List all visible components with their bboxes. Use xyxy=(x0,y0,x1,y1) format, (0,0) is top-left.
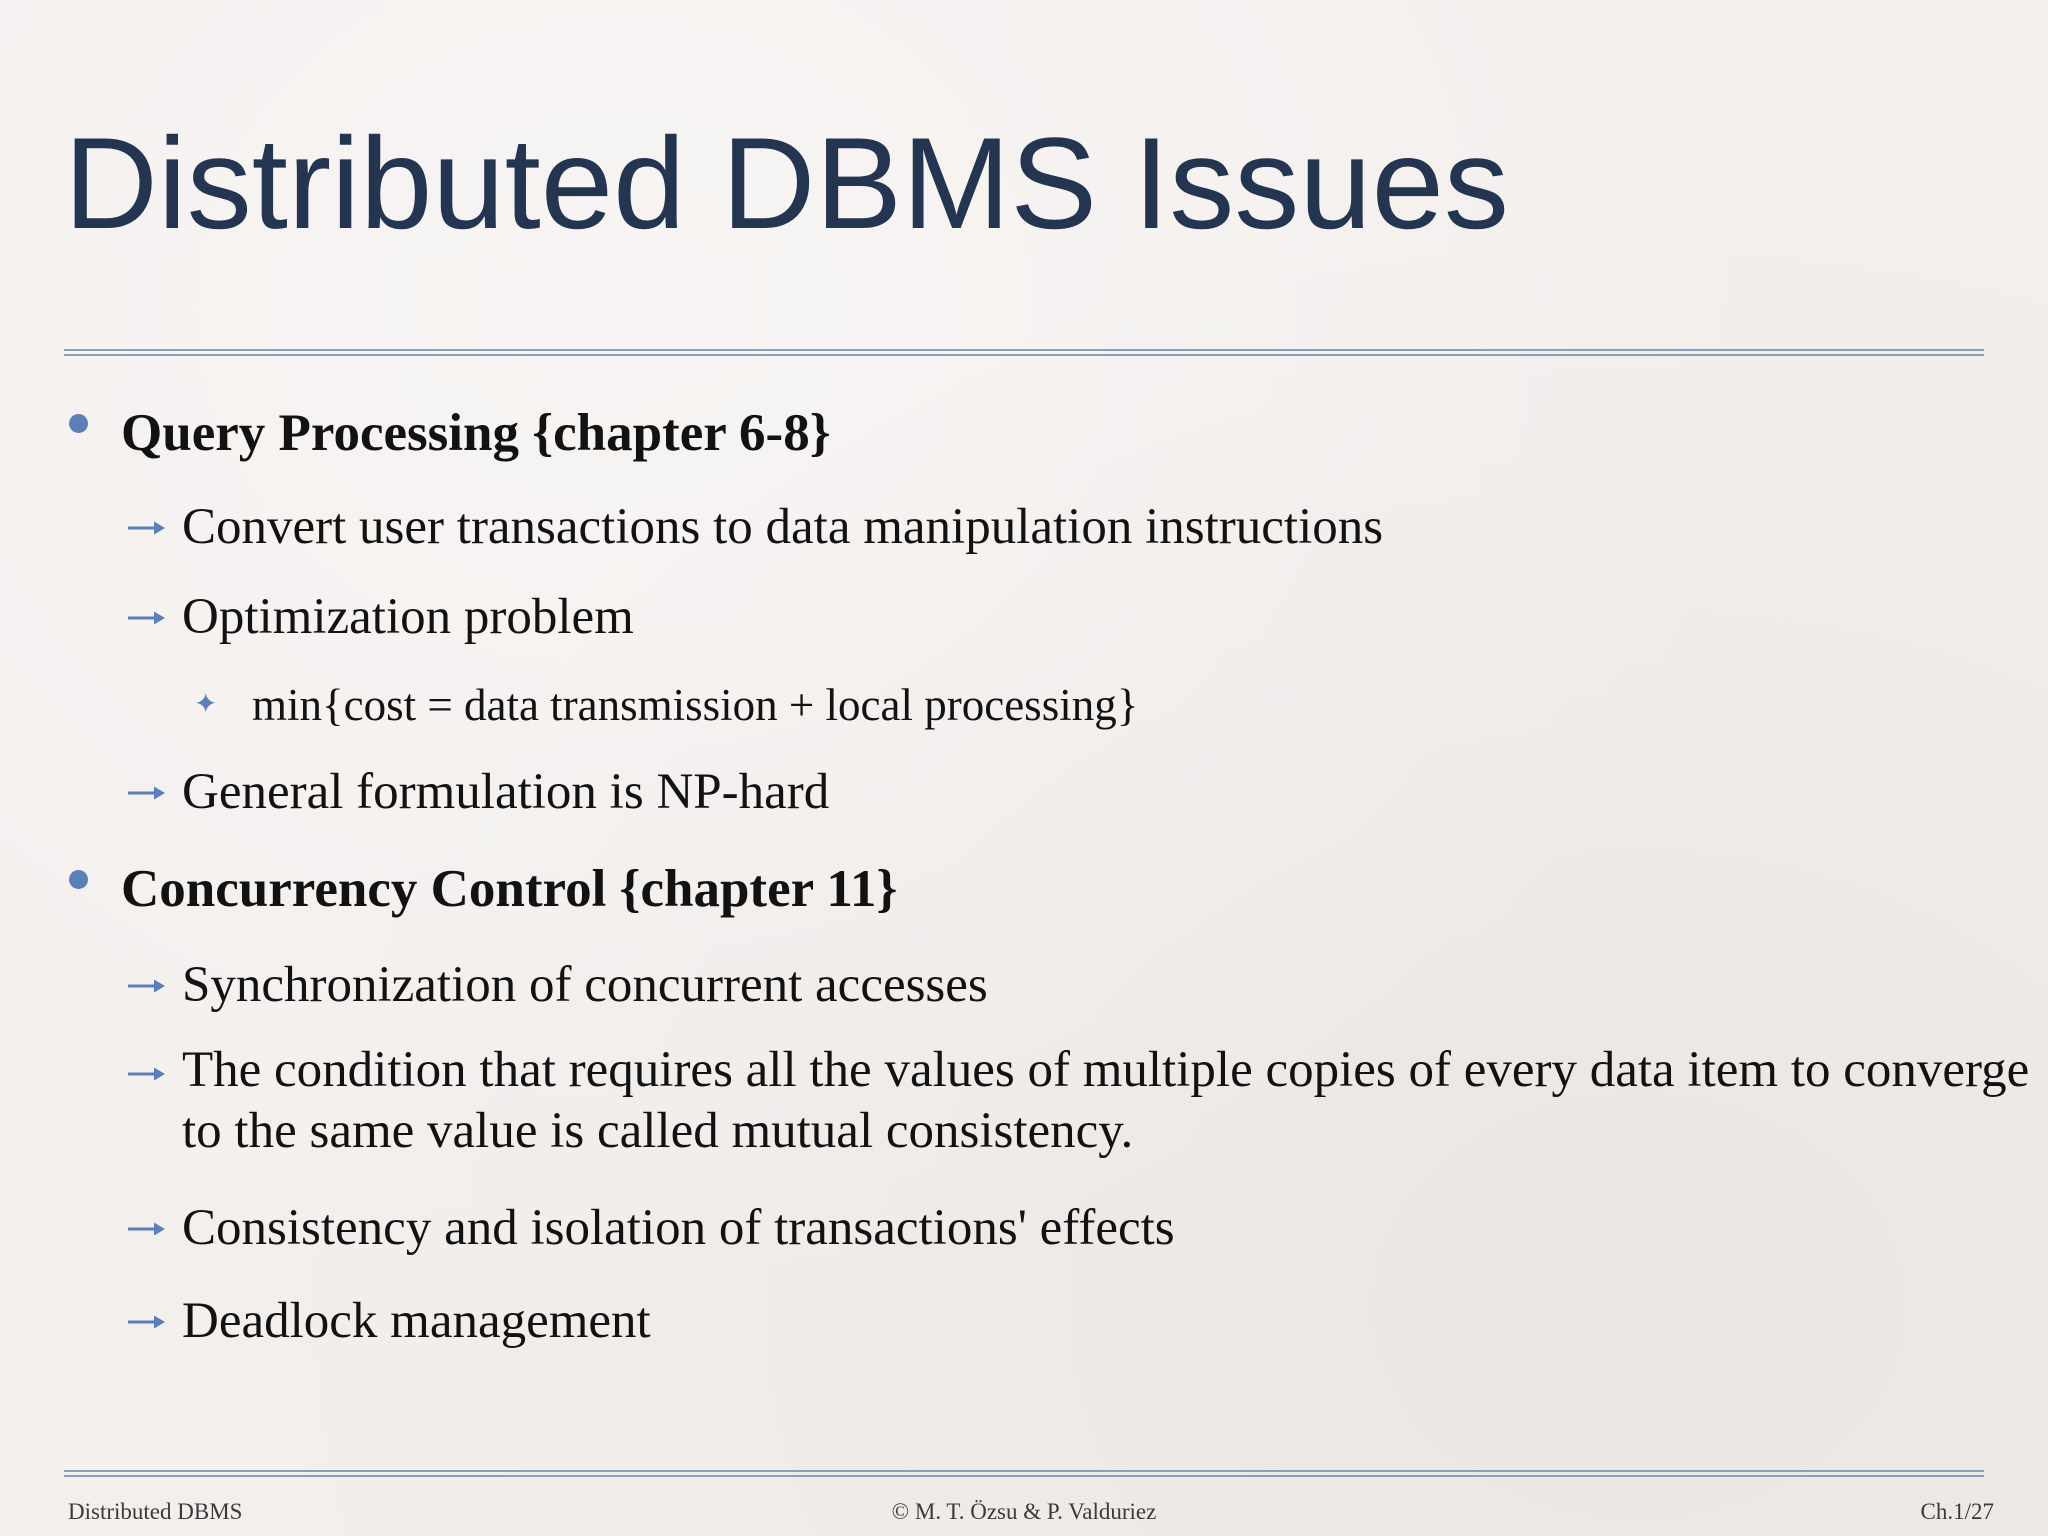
arrow-icon xyxy=(128,520,165,536)
arrow-icon xyxy=(128,978,165,994)
footer-copyright: © M. T. Özsu & P. Valduriez xyxy=(891,1499,1157,1524)
bullet-dot xyxy=(69,414,88,433)
star-icon: ✦ xyxy=(194,687,218,720)
list-item: Convert user transactions to data manipulation instructions xyxy=(182,499,1384,555)
arrow-icon xyxy=(128,1066,165,1082)
list-item: The condition that requires all the values of multiple copies of every data item to converge to the same value is called mutual consistency. xyxy=(182,1042,2030,1159)
list-item: Deadlock management xyxy=(182,1293,651,1349)
bullet-dot xyxy=(69,870,88,889)
arrow-icon xyxy=(128,1314,165,1330)
footer-page-number: Ch.1/27 xyxy=(1920,1499,1994,1524)
footer-course-title: Distributed DBMS xyxy=(68,1499,243,1524)
arrow-icon xyxy=(128,610,165,626)
list-subitem: min{cost = data transmission + local processing} xyxy=(252,680,1139,730)
section-heading-concurrency-control: Concurrency Control {chapter 11} xyxy=(121,860,898,918)
list-item: Optimization problem xyxy=(182,589,634,645)
list-item: Synchronization of concurrent accesses xyxy=(182,957,988,1013)
list-item: Consistency and isolation of transactions' effects xyxy=(182,1200,1175,1256)
arrow-icon xyxy=(128,785,165,801)
section-heading-query-processing: Query Processing {chapter 6-8} xyxy=(121,404,831,462)
arrow-icon xyxy=(128,1221,165,1237)
slide-title: Distributed DBMS Issues xyxy=(64,110,1509,256)
list-item: General formulation is NP-hard xyxy=(182,764,830,820)
footer-divider xyxy=(64,1470,1984,1477)
